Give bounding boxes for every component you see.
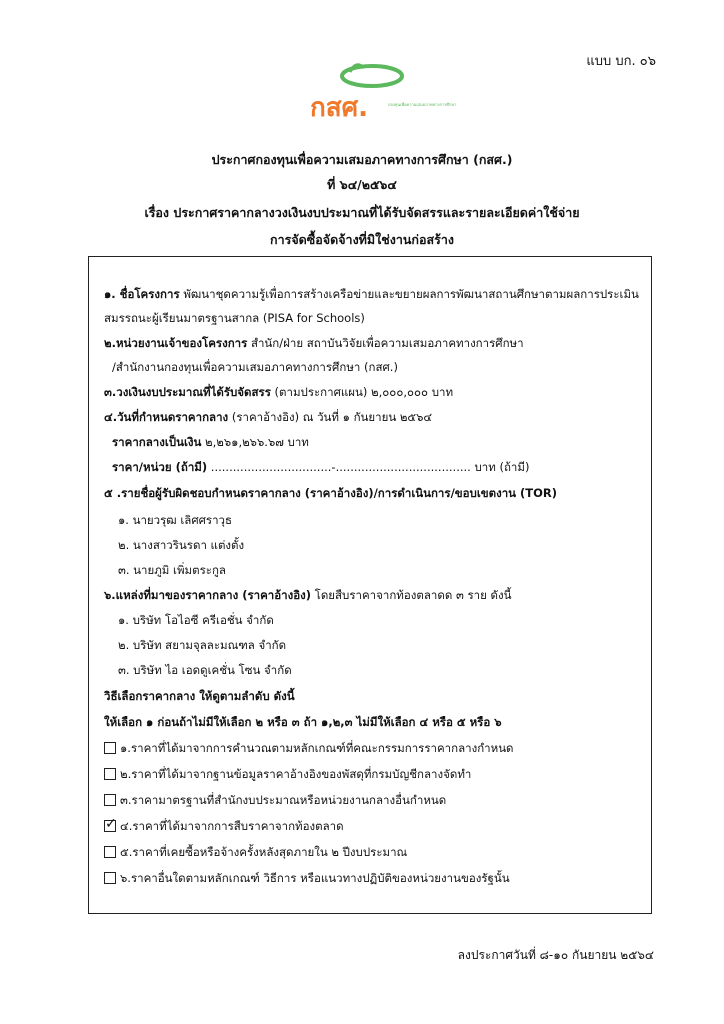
- date-text: (ราคาอ้างอิง) ณ วันที่ ๑ กันยายน ๒๕๖๔: [231, 410, 433, 424]
- form-code: แบบ บก. ๐๖: [586, 54, 656, 69]
- committee-member: ๒. นางสาวรินรดา แต่งตั้ง: [118, 538, 245, 552]
- logo-text: กสศ.: [310, 93, 368, 123]
- unit-label: ราคา/หน่วย (ถ้ามี): [112, 460, 208, 474]
- agency-line-2: /สำนักงานกองทุนเพื่อความเสมอภาคทางการศึกษา (กสศ.): [112, 360, 398, 374]
- agency-text: สำนัก/ฝ่าย สถาบันวิจัยเพื่อความเสมอภาคทางการศึกษา: [250, 336, 524, 350]
- option-label: ๓.ราคามาตรฐานที่สำนักงบประมาณหรือหน่วยงานกลางอื่นกำหนด: [120, 793, 447, 807]
- method-rule: ให้เลือก ๑ ก่อนถ้าไม่มีให้เลือก ๒ หรือ ๓ ถ้า ๑,๒,๓ ไม่มีให้เลือก ๔ หรือ ๕ หรือ ๖: [104, 715, 502, 729]
- details-box: [88, 256, 652, 914]
- option-checkbox[interactable]: [104, 872, 116, 884]
- median-line: [112, 434, 309, 452]
- option-row: [104, 740, 514, 758]
- committee-member: ๑. นายวรุฒ เลิศศราวุธ: [118, 513, 233, 527]
- median-text: ๒,๒๖๑,๒๖๖.๖๗ บาท: [205, 435, 309, 449]
- project-line: [104, 286, 639, 304]
- unit-text: .................................-..................................... บาท (ถ้ามี): [210, 460, 530, 474]
- source-label: ๖.แหล่งที่มาของราคากลาง (ราคาอ้างอิง): [104, 588, 311, 602]
- committee-member: ๓. นายภูมิ เพิ่มตระกูล: [118, 563, 226, 577]
- header-line-4: การจัดซื้อจัดจ้างที่มิใช่งานก่อสร้าง: [270, 232, 454, 247]
- source-line: [104, 587, 511, 605]
- logo-tagline: กองทุนเพื่อความเสมอภาคทางการศึกษา: [388, 102, 457, 107]
- announcement-date: ลงประกาศวันที่ ๘-๑๐ กันยายน ๒๕๖๔: [457, 948, 654, 962]
- organization-logo: [310, 58, 457, 128]
- method-title: วิธีเลือกราคากลาง ให้ดูตามลำดับ ดังนี้: [104, 689, 295, 703]
- option-label: ๔.ราคาที่ได้มาจากการสืบราคาจากท้องตลาด: [120, 819, 344, 833]
- agency-line: [104, 335, 524, 353]
- agency-label: ๒.หน่วยงานเจ้าของโครงการ: [104, 336, 248, 350]
- option-row: [104, 766, 471, 784]
- header-line-1: ประกาศกองทุนเพื่อความเสมอภาคทางการศึกษา (กสศ.): [211, 152, 513, 167]
- budget-label: ๓.วงเงินงบประมาณที่ได้รับจัดสรร: [104, 385, 271, 399]
- source-text: โดยสืบราคาจากท้องตลาดด ๓ ราย ดังนี้: [314, 588, 512, 602]
- option-row: [104, 818, 344, 836]
- project-label: ๑. ชื่อโครงการ: [104, 287, 180, 301]
- option-row: [104, 844, 407, 862]
- budget-text: (ตามประกาศแผน) ๒,๐๐๐,๐๐๐ บาท: [274, 385, 454, 399]
- project-line-2: สมรรถนะผู้เรียนมาตรฐานสากล (PISA for Schools): [104, 311, 365, 325]
- date-line: [104, 409, 432, 427]
- option-checkbox[interactable]: [104, 846, 116, 858]
- median-label: ราคากลางเป็นเงิน: [112, 435, 202, 449]
- option-row: [104, 792, 446, 810]
- option-checkbox-checked[interactable]: [104, 820, 116, 832]
- option-label: ๑.ราคาที่ได้มาจากการคำนวณตามหลักเกณฑ์ที่คณะกรรมการราคากลางกำหนด: [120, 741, 514, 755]
- committee-label: ๕ .รายชื่อผู้รับผิดชอบกำหนดราคากลาง (ราคาอ้างอิง)/การดำเนินการ/ขอบเขตงาน (TOR): [104, 486, 558, 500]
- unit-line: [112, 459, 529, 477]
- project-text: พัฒนาชุดความรู้เพื่อการสร้างเครือข่ายและขยายผลการพัฒนาสถานศึกษาตามผลการประเมิน: [183, 287, 639, 301]
- header-line-2: ที่ ๖๔/๒๕๖๔: [327, 177, 397, 192]
- source-item: ๒. บริษัท สยามจุลละมณฑล จำกัด: [118, 638, 287, 652]
- header-line-3: เรื่อง ประกาศราคากลางวงเงินงบประมาณที่ได้รับจัดสรรและรายละเอียดค่าใช้จ่าย: [144, 205, 580, 220]
- date-label: ๔.วันที่กำหนดราคากลาง: [104, 410, 229, 424]
- source-item: ๑. บริษัท โอไอซี ครีเอชั่น จำกัด: [118, 613, 274, 627]
- option-label: ๒.ราคาที่ได้มาจากฐานข้อมูลราคาอ้างอิงของพัสดุที่กรมบัญชีกลางจัดทำ: [120, 767, 472, 781]
- option-checkbox[interactable]: [104, 768, 116, 780]
- budget-line: [104, 384, 453, 402]
- option-checkbox[interactable]: [104, 742, 116, 754]
- option-label: ๖.ราคาอื่นใดตามหลักเกณฑ์ วิธีการ หรือแนวทางปฏิบัติของหน่วยงานของรัฐนั้น: [120, 871, 510, 885]
- option-row: [104, 870, 510, 888]
- source-item: ๓. บริษัท ไอ เอดดูเคชั่น โซน จำกัด: [118, 663, 292, 677]
- option-checkbox[interactable]: [104, 794, 116, 806]
- option-label: ๕.ราคาที่เคยซื้อหรือจ้างครั้งหลังสุดภายใน ๒ ปีงบประมาณ: [120, 845, 408, 859]
